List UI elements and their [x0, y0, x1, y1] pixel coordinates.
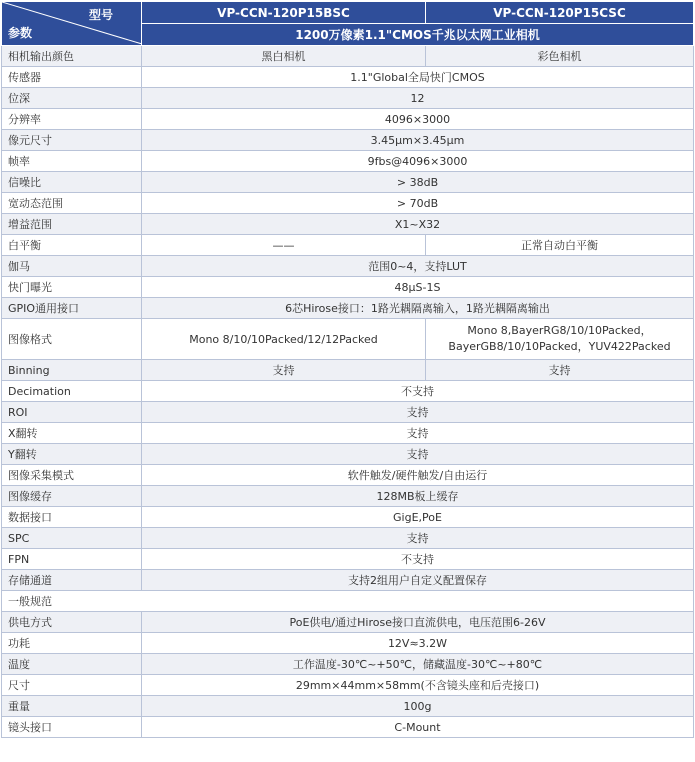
row-value-a: —— — [142, 235, 426, 256]
row-label: 分辨率 — [2, 109, 142, 130]
row-value: > 38dB — [142, 172, 694, 193]
format-line-1: Mono 8,BayerRG8/10/10Packed， — [467, 324, 652, 337]
table-row — [2, 235, 694, 256]
row-label: 快门曝光 — [2, 277, 142, 298]
row-label: ROI — [2, 402, 142, 423]
format-line-2: BayerGB8/10/10Packed，YUV422Packed — [448, 340, 671, 353]
row-label: 数据接口 — [2, 507, 142, 528]
row-value: GigE,PoE — [142, 507, 694, 528]
row-value: 29mm×44mm×58mm(不含镜头座和后壳接口) — [142, 675, 694, 696]
table-row — [2, 172, 694, 193]
row-value-a: 黑白相机 — [142, 46, 426, 67]
row-value-b: 彩色相机 — [426, 46, 694, 67]
row-value-b — [426, 319, 694, 360]
table-row — [2, 570, 694, 591]
model-b-header: VP-CCN-120P15CSC — [426, 2, 694, 24]
row-value: 支持 — [142, 402, 694, 423]
row-value: 9fbs@4096×3000 — [142, 151, 694, 172]
row-label: Y翻转 — [2, 444, 142, 465]
row-label: 增益范围 — [2, 214, 142, 235]
row-label: GPIO通用接口 — [2, 298, 142, 319]
row-label: SPC — [2, 528, 142, 549]
table-row — [2, 633, 694, 654]
row-label: 相机输出颜色 — [2, 46, 142, 67]
model-a-header: VP-CCN-120P15BSC — [142, 2, 426, 24]
row-label: 存储通道 — [2, 570, 142, 591]
table-row — [2, 256, 694, 277]
row-value: 6芯Hirose接口：1路光耦隔离输入，1路光耦隔离输出 — [142, 298, 694, 319]
table-row — [2, 298, 694, 319]
row-value-b: 支持 — [426, 360, 694, 381]
corner-model-label: 型号 — [88, 8, 113, 22]
row-value: 支持2组用户自定义配置保存 — [142, 570, 694, 591]
row-value-a: Mono 8/10/10Packed/12/12Packed — [142, 319, 426, 360]
corner-header-cell — [2, 2, 142, 46]
row-label: 镜头接口 — [2, 717, 142, 738]
row-value: C-Mount — [142, 717, 694, 738]
table-row — [2, 130, 694, 151]
row-value: 48μS-1S — [142, 277, 694, 298]
row-label: FPN — [2, 549, 142, 570]
table-row — [2, 654, 694, 675]
row-value: 100g — [142, 696, 694, 717]
row-value: 不支持 — [142, 549, 694, 570]
row-label: 位深 — [2, 88, 142, 109]
row-label: 像元尺寸 — [2, 130, 142, 151]
table-row — [2, 277, 694, 298]
row-label: 重量 — [2, 696, 142, 717]
row-value: 软件触发/硬件触发/自由运行 — [142, 465, 694, 486]
table-row — [2, 612, 694, 633]
row-label: X翻转 — [2, 423, 142, 444]
spec-table — [1, 1, 694, 738]
table-row — [2, 319, 694, 360]
table-row — [2, 591, 694, 612]
row-value: 支持 — [142, 528, 694, 549]
table-row — [2, 423, 694, 444]
row-label: 白平衡 — [2, 235, 142, 256]
row-value: > 70dB — [142, 193, 694, 214]
table-row — [2, 109, 694, 130]
row-label: 供电方式 — [2, 612, 142, 633]
table-row — [2, 381, 694, 402]
table-row — [2, 528, 694, 549]
row-label: 图像采集模式 — [2, 465, 142, 486]
row-label: Decimation — [2, 381, 142, 402]
row-value: 工作温度-30℃~+50℃，储藏温度-30℃~+80℃ — [142, 654, 694, 675]
table-row — [2, 214, 694, 235]
table-row — [2, 46, 694, 67]
table-row — [2, 507, 694, 528]
table-row — [2, 717, 694, 738]
row-value: 4096×3000 — [142, 109, 694, 130]
table-row — [2, 675, 694, 696]
row-value: 支持 — [142, 444, 694, 465]
row-label: Binning — [2, 360, 142, 381]
row-value-b: 正常自动白平衡 — [426, 235, 694, 256]
table-row — [2, 402, 694, 423]
table-row — [2, 696, 694, 717]
row-value: X1~X32 — [142, 214, 694, 235]
product-subtitle: 1200万像素1.1"CMOS千兆以太网工业相机 — [142, 24, 694, 46]
table-row — [2, 465, 694, 486]
row-label: 信噪比 — [2, 172, 142, 193]
table-row — [2, 88, 694, 109]
row-value: 不支持 — [142, 381, 694, 402]
row-label: 温度 — [2, 654, 142, 675]
section-heading: 一般规范 — [2, 591, 694, 612]
row-value: PoE供电/通过Hirose接口直流供电，电压范围6-26V — [142, 612, 694, 633]
row-value: 128MB板上缓存 — [142, 486, 694, 507]
row-label: 传感器 — [2, 67, 142, 88]
row-label: 伽马 — [2, 256, 142, 277]
row-value: 12V≈3.2W — [142, 633, 694, 654]
row-label: 功耗 — [2, 633, 142, 654]
table-row — [2, 444, 694, 465]
table-row — [2, 360, 694, 381]
spec-table-container — [1, 1, 693, 738]
row-value: 3.45μm×3.45μm — [142, 130, 694, 151]
row-value: 支持 — [142, 423, 694, 444]
row-label: 图像缓存 — [2, 486, 142, 507]
row-label: 图像格式 — [2, 319, 142, 360]
row-value-a: 支持 — [142, 360, 426, 381]
table-row — [2, 549, 694, 570]
row-value: 1.1"Global全局快门CMOS — [142, 67, 694, 88]
row-label: 宽动态范围 — [2, 193, 142, 214]
table-row — [2, 193, 694, 214]
table-row — [2, 67, 694, 88]
table-row — [2, 486, 694, 507]
table-row — [2, 151, 694, 172]
row-label: 尺寸 — [2, 675, 142, 696]
row-label: 帧率 — [2, 151, 142, 172]
corner-param-label: 参数 — [8, 26, 33, 40]
row-value: 12 — [142, 88, 694, 109]
row-value: 范围0~4，支持LUT — [142, 256, 694, 277]
